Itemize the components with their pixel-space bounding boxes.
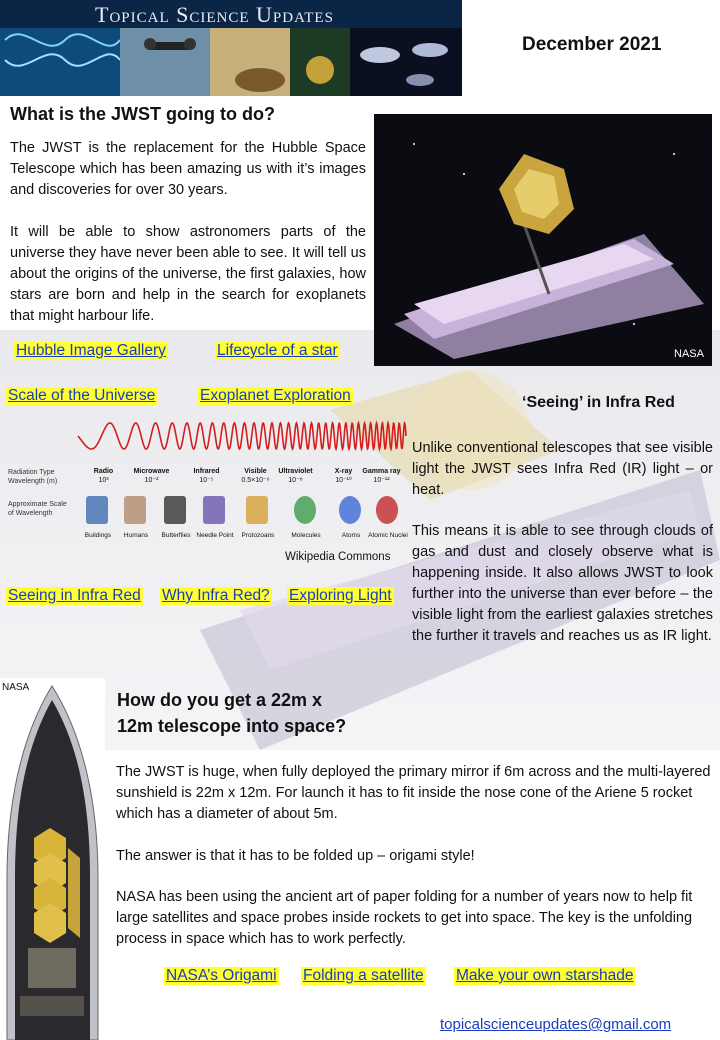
- scale-label: Butterflies: [161, 532, 191, 539]
- scale-label: Needle Point: [196, 532, 234, 539]
- scale-label: Buildings: [84, 532, 112, 539]
- spectrum-band-gamma-ray: [354, 467, 409, 485]
- space-paragraph-3: NASA has been using the ancient art of paper folding for a number of years now to help fit large satellites and space probes inside rockets to get into space. The key is the unfolding process in space which has to work perfectly.: [116, 889, 693, 947]
- link-hubble-image-gallery[interactable]: Hubble Image Gallery: [16, 342, 166, 359]
- spectrum-band-wavelength: 10⁻⁸: [288, 477, 303, 484]
- issue-date: December 2021: [522, 34, 662, 55]
- scale-label: Protozoans: [241, 532, 275, 539]
- ir-paragraph-2: This means it is able to see through clouds of gas and dust and closely observe what is happening inside. It also allows JWST to look further into the universe than ever before – the visible light from the earliest galaxies stretches the further it travels and reaches us as IR light.: [412, 523, 713, 644]
- scale-icon-atoms: [339, 496, 361, 524]
- link-lifecycle-of-a-star[interactable]: Lifecycle of a star: [217, 342, 338, 359]
- link-seeing-in-infra-red[interactable]: Seeing in Infra Red: [8, 587, 141, 604]
- jwst-paragraph-1: The JWST is the replacement for the Hubble Space Telescope which has been amazing us with it’s images and discoveries for over 30 years.: [10, 140, 366, 198]
- link-why-infra-red[interactable]: Why Infra Red?: [162, 587, 270, 604]
- scale-label: Atoms: [341, 532, 361, 539]
- spectrum-band-microwave: [124, 467, 179, 485]
- jwst-paragraph-2: It will be able to show astronomers parts of the universe they have never been able to see. It will tell us about the origins of the universe, the first galaxies, how stars are born and help in the search for exoplanets that might harbour life.: [10, 224, 366, 324]
- spectrum-label-wavelength: Wavelength (m): [8, 478, 58, 485]
- spectrum-band-wavelength: 10⁻¹⁰: [335, 477, 352, 484]
- spectrum-label-of-wavelength: of Wavelength: [8, 510, 53, 517]
- scale-icon-butterflies: [164, 496, 186, 524]
- ir-paragraph-1: Unlike conventional telescopes that see visible light the JWST sees Infra Red (IR) light – or heat.: [412, 440, 713, 498]
- jwst-photo: [374, 114, 712, 366]
- spectrum-band-ultraviolet: [268, 467, 323, 485]
- spectrum-band-wavelength: 10³: [98, 477, 109, 484]
- link-make-your-own-starshade[interactable]: Make your own starshade: [456, 967, 634, 984]
- electromagnetic-spectrum-diagram: [6, 420, 410, 570]
- contact-email-link[interactable]: topicalscienceupdates@gmail.com: [440, 1016, 672, 1033]
- scale-label: Atomic Nuclei: [368, 532, 408, 539]
- diagram-credit: Wikipedia Commons: [285, 551, 391, 563]
- rocket-photo-credit: NASA: [2, 682, 30, 693]
- spectrum-band-radio: [76, 467, 131, 485]
- spectrum-band-name: Ultraviolet: [278, 468, 313, 475]
- header-banner: [0, 0, 462, 96]
- banner-title: Topical Science Updates: [95, 2, 334, 27]
- spectrum-band-name: Gamma ray: [362, 468, 401, 475]
- spectrum-band-name: Infrared: [193, 468, 220, 475]
- section-heading-space-line2: 12m telescope into space?: [117, 716, 347, 736]
- link-folding-a-satellite[interactable]: Folding a satellite: [303, 967, 424, 984]
- scale-icon-buildings: [86, 496, 108, 524]
- spectrum-band-name: Visible: [244, 468, 267, 475]
- scale-label: Humans: [123, 532, 149, 539]
- spectrum-band-wavelength: 10⁻⁵: [199, 477, 214, 484]
- rocket-fairing-image: [0, 678, 105, 1040]
- link-exoplanet-exploration[interactable]: Exoplanet Exploration: [200, 387, 351, 404]
- space-paragraph-2: The answer is that it has to be folded up – origami style!: [116, 848, 475, 864]
- section-heading-space: [117, 687, 346, 739]
- link-scale-of-the-universe[interactable]: Scale of the Universe: [8, 387, 156, 404]
- link-exploring-light[interactable]: Exploring Light: [289, 587, 392, 604]
- section-heading-infra-red: ‘Seeing’ in Infra Red: [522, 394, 675, 411]
- spectrum-band-wavelength: 10⁻²: [144, 477, 159, 484]
- scale-icon-protozoans: [246, 496, 268, 524]
- spectrum-band-infrared: [179, 467, 234, 485]
- space-paragraph-1: The JWST is huge, when fully deployed the primary mirror if 6m across and the multi-layered sunshield is 22m x 12m. For launch it has to fit inside the nose cone of the Ariene 5 rocket which has a diameter of about 5m.: [116, 764, 711, 822]
- spectrum-band-name: Radio: [93, 468, 114, 475]
- spectrum-band-wavelength: 10⁻¹²: [373, 477, 390, 484]
- scale-label: Molecules: [291, 532, 321, 539]
- scale-icon-needle-point: [203, 496, 225, 524]
- spectrum-label-radiation-type: Radiation Type: [8, 469, 55, 476]
- spectrum-band-wavelength: 0.5×10⁻⁶: [241, 477, 270, 484]
- spectrum-label-approximate-scale: Approximate Scale: [8, 501, 67, 508]
- spectrum-band-name: X-ray: [334, 468, 353, 475]
- link-nasas-origami[interactable]: NASA’s Origami: [166, 967, 277, 984]
- scale-icon-humans: [124, 496, 146, 524]
- photo-credit: NASA: [674, 348, 704, 360]
- scale-icon-atomic-nuclei: [376, 496, 398, 524]
- section-heading-jwst: What is the JWST going to do?: [10, 104, 275, 124]
- scale-icon-molecules: [294, 496, 316, 524]
- section-heading-space-line1: How do you get a 22m x: [117, 690, 323, 710]
- spectrum-band-name: Microwave: [133, 468, 170, 475]
